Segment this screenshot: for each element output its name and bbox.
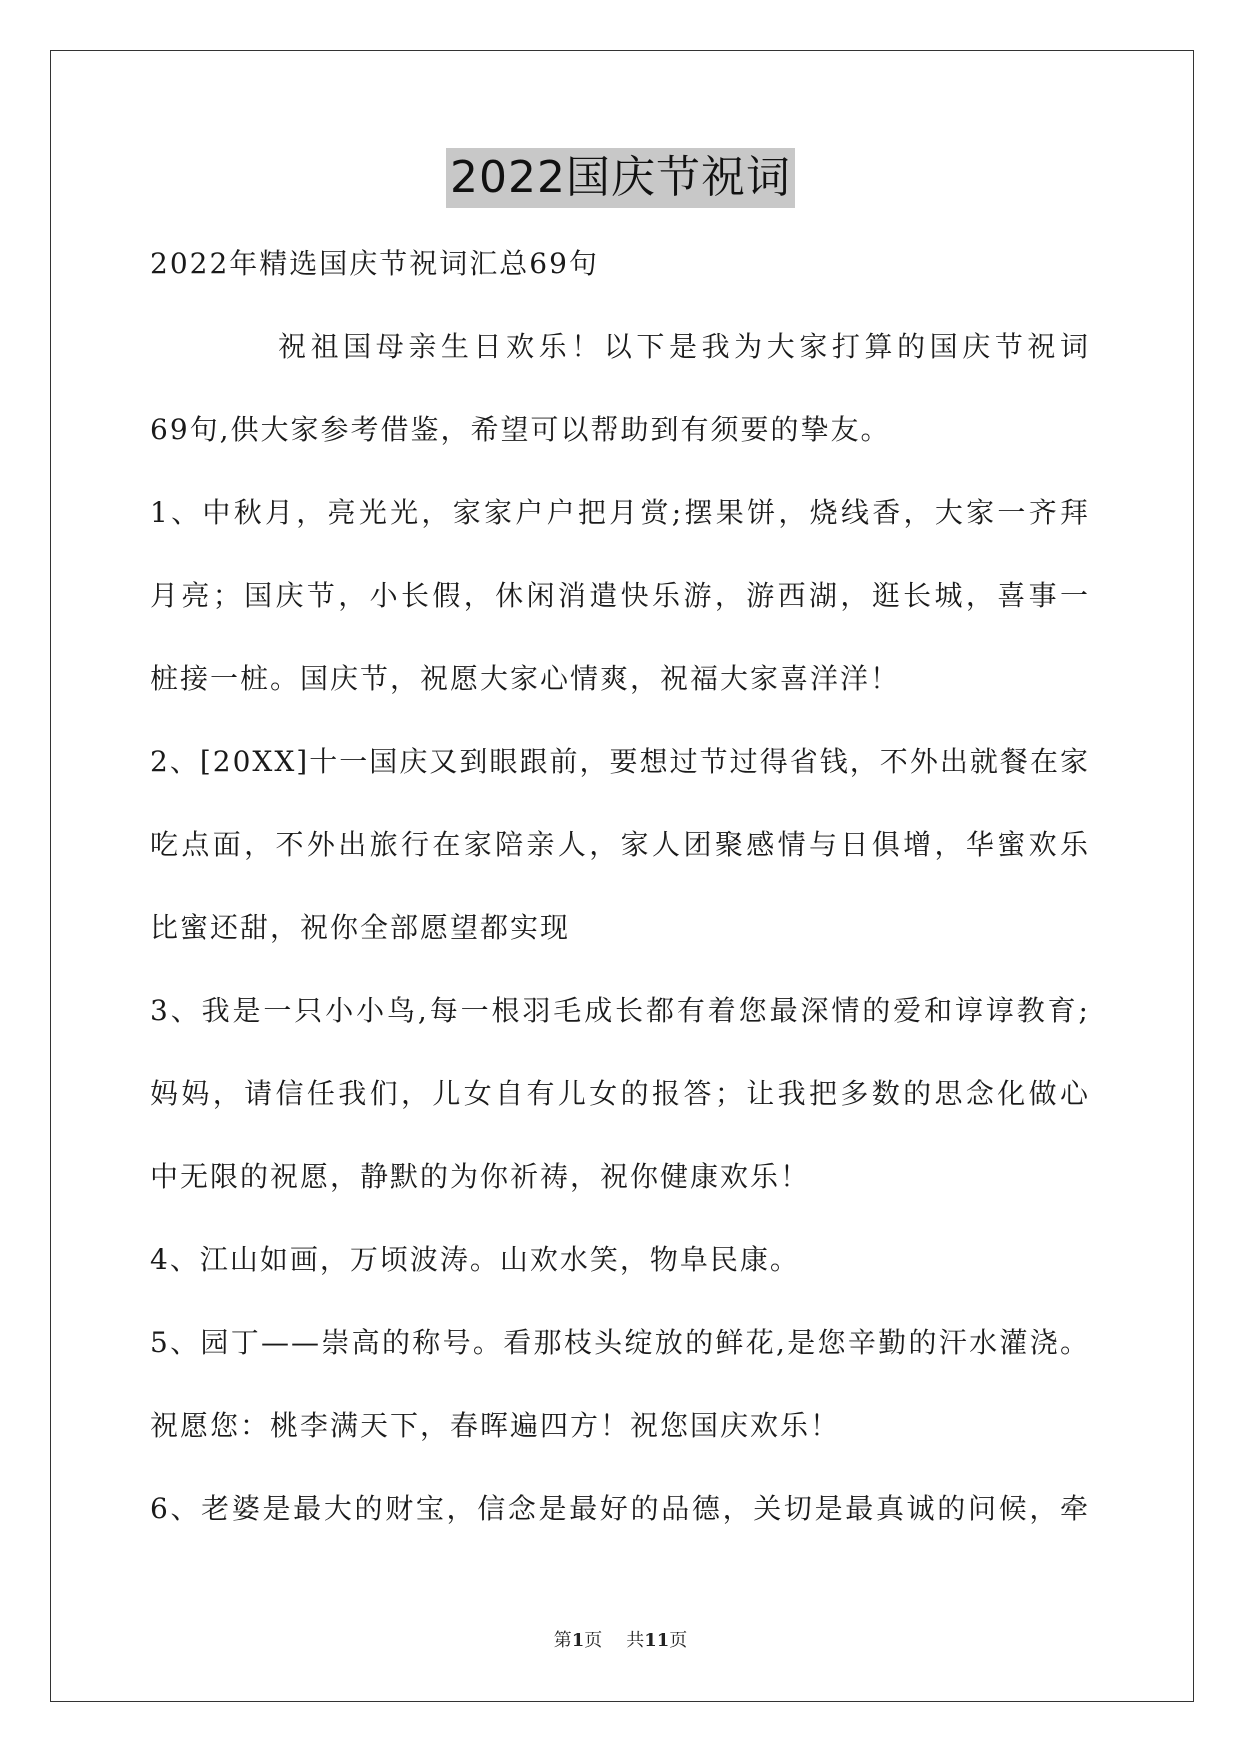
paragraph-line: 3、我是一只小小鸟,每一根羽毛成长都有着您最深情的爱和谆谆教育;: [150, 994, 1090, 1027]
paragraph-line: 吃点面，不外出旅行在家陪亲人，家人团聚感情与日俱增，华蜜欢乐: [150, 828, 1090, 861]
total-pages: 11: [644, 1630, 670, 1651]
paragraph-line: 2、[20XX]十一国庆又到眼跟前，要想过节过得省钱，不外出就餐在家: [150, 745, 1090, 778]
page-suffix: 页: [584, 1630, 603, 1651]
total-prefix: 共: [626, 1630, 645, 1651]
paragraph-line: 桩接一桩。国庆节，祝愿大家心情爽，祝福大家喜洋洋！: [150, 662, 901, 695]
paragraph-line: 比蜜还甜，祝你全部愿望都实现: [150, 911, 571, 944]
paragraph-line: 6、老婆是最大的财宝，信念是最好的品德，关切是最真诚的问候，牵: [150, 1492, 1090, 1525]
paragraph-line: 5、园丁——崇高的称号。看那枝头绽放的鲜花,是您辛勤的汗水灌浇。: [150, 1326, 1090, 1359]
paragraph-line: 1、中秋月，亮光光，家家户户把月赏;摆果饼，烧线香，大家一齐拜: [150, 496, 1090, 529]
paragraph-line: 2022年精选国庆节祝词汇总69句: [150, 247, 599, 280]
total-suffix: 页: [669, 1630, 688, 1651]
document-body: [150, 236, 1090, 1564]
document-title: 2022国庆节祝词: [446, 148, 795, 208]
paragraph-line: 祝祖国母亲生日欢乐！以下是我为大家打算的国庆节祝词: [278, 330, 1090, 363]
paragraph-line: 69句,供大家参考借鉴，希望可以帮助到有须要的挚友。: [150, 413, 891, 446]
page-prefix: 第: [553, 1630, 572, 1651]
paragraph-line: 4、江山如画，万顷波涛。山欢水笑，物阜民康。: [150, 1243, 800, 1276]
paragraph-line: 妈妈，请信任我们，儿女自有儿女的报答；让我把多数的思念化做心: [150, 1077, 1090, 1110]
paragraph-line: 月亮；国庆节，小长假，休闲消遣快乐游，游西湖，逛长城，喜事一: [150, 579, 1090, 612]
page-footer: [0, 1626, 1241, 1652]
paragraph-line: 祝愿您：桃李满天下，春晖遍四方！祝您国庆欢乐！: [150, 1409, 841, 1442]
paragraph-line: 中无限的祝愿，静默的为你祈祷，祝你健康欢乐！: [150, 1160, 811, 1193]
page-number: 1: [571, 1630, 585, 1651]
title-wrap: [0, 148, 1241, 208]
